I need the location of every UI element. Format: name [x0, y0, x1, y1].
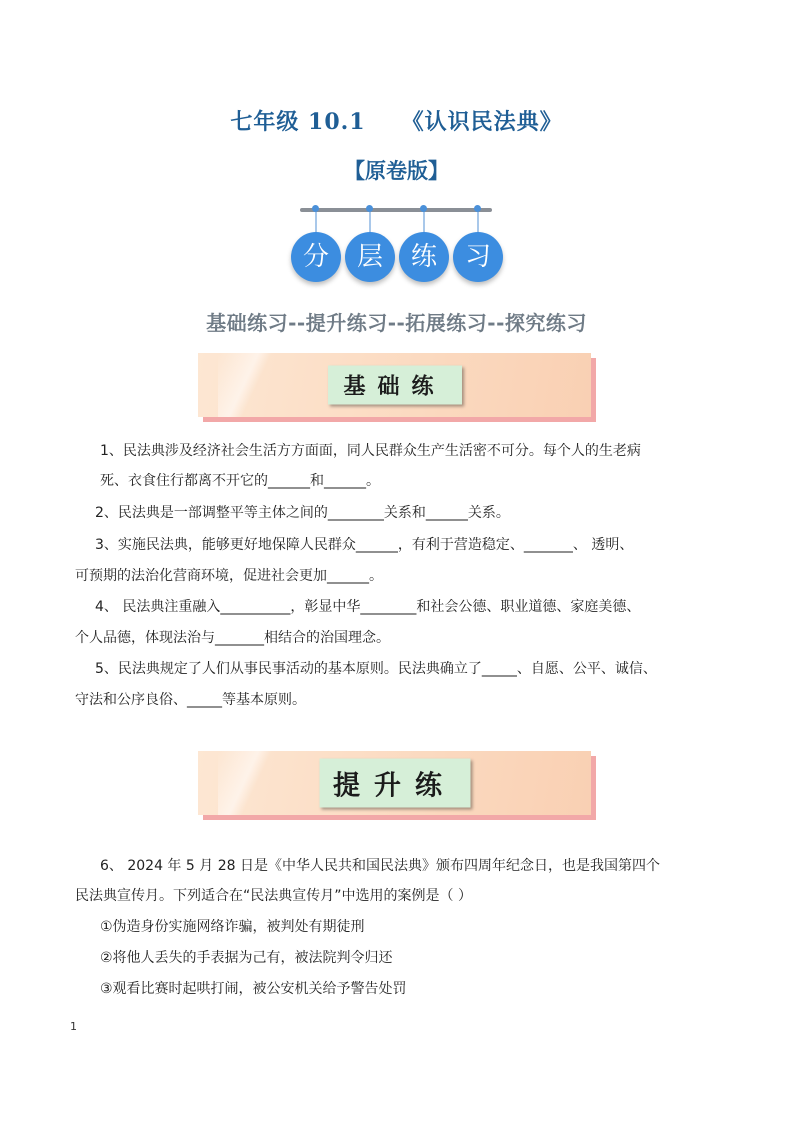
title-lesson: 《认识民法典》 — [401, 109, 563, 135]
option-3: ③观看比赛时起哄打闹，被公安机关给予警告处罚 — [100, 981, 407, 997]
badge-circle: 分 — [291, 232, 341, 282]
rail-dot — [420, 205, 427, 212]
question-1-line-1: 1、民法典涉及经济社会生活方方面面，同人民群众生产生活密不可分。每个人的生老病 — [100, 443, 641, 459]
question-6-line-1: 6、 2024 年 5 月 28 日是《中华人民共和国民法典》颁布四周年纪念日，也是我国第四个 — [100, 858, 660, 874]
section-banner-improve — [198, 751, 591, 815]
question-4-line-1: 4、 民法典注重融入__________，彰显中华________和社会公德、职业道德、家庭美德、 — [95, 599, 641, 615]
practice-levels: 基础练习--提升练习--拓展练习--探究练习 — [206, 311, 587, 335]
question-1-line-2: 死、衣食住行都离不开它的______和______。 — [100, 473, 380, 489]
page-title — [0, 105, 793, 136]
edition-label: 【原卷版】 — [344, 158, 449, 183]
question-2: 2、民法典是一部调整平等主体之间的________关系和______关系。 — [95, 505, 510, 521]
section-banner-basic — [198, 353, 591, 417]
section-title-basic: 基础练 — [327, 366, 461, 405]
question-3-line-2: 可预期的法治化营商环境，促进社会更加______。 — [75, 568, 383, 584]
badge-circle: 习 — [453, 232, 503, 282]
question-5-line-2: 守法和公序良俗、_____等基本原则。 — [75, 692, 306, 708]
rail-dot — [474, 205, 481, 212]
question-3-line-1: 3、实施民法典，能够更好地保障人民群众______，有利于营造稳定、_______、 透明、 — [95, 537, 634, 553]
badge-circle: 练 — [399, 232, 449, 282]
rail-dot — [312, 205, 319, 212]
hanger-string — [315, 212, 317, 234]
hanger-rail — [300, 208, 492, 212]
option-1: ①伪造身份实施网络诈骗，被判处有期徒刑 — [100, 919, 365, 935]
section-title-improve: 提升练 — [319, 759, 470, 808]
badge-circle: 层 — [345, 232, 395, 282]
hanger-string — [477, 212, 479, 234]
question-6-line-2: 民法典宣传月。下列适合在“民法典宣传月”中选用的案例是（ ） — [75, 888, 472, 904]
option-2: ②将他人丢失的手表据为己有，被法院判令归还 — [100, 950, 393, 966]
question-5-line-1: 5、民法典规定了人们从事民事活动的基本原则。民法典确立了_____、自愿、公平、诚信、 — [95, 661, 657, 677]
page-number: 1 — [70, 1020, 77, 1033]
question-4-line-2: 个人品德，体现法治与_______相结合的治国理念。 — [75, 630, 390, 646]
title-grade: 七年级 10.1 — [230, 109, 366, 135]
hanger-string — [369, 212, 371, 234]
hanger-string — [423, 212, 425, 234]
rail-dot — [366, 205, 373, 212]
